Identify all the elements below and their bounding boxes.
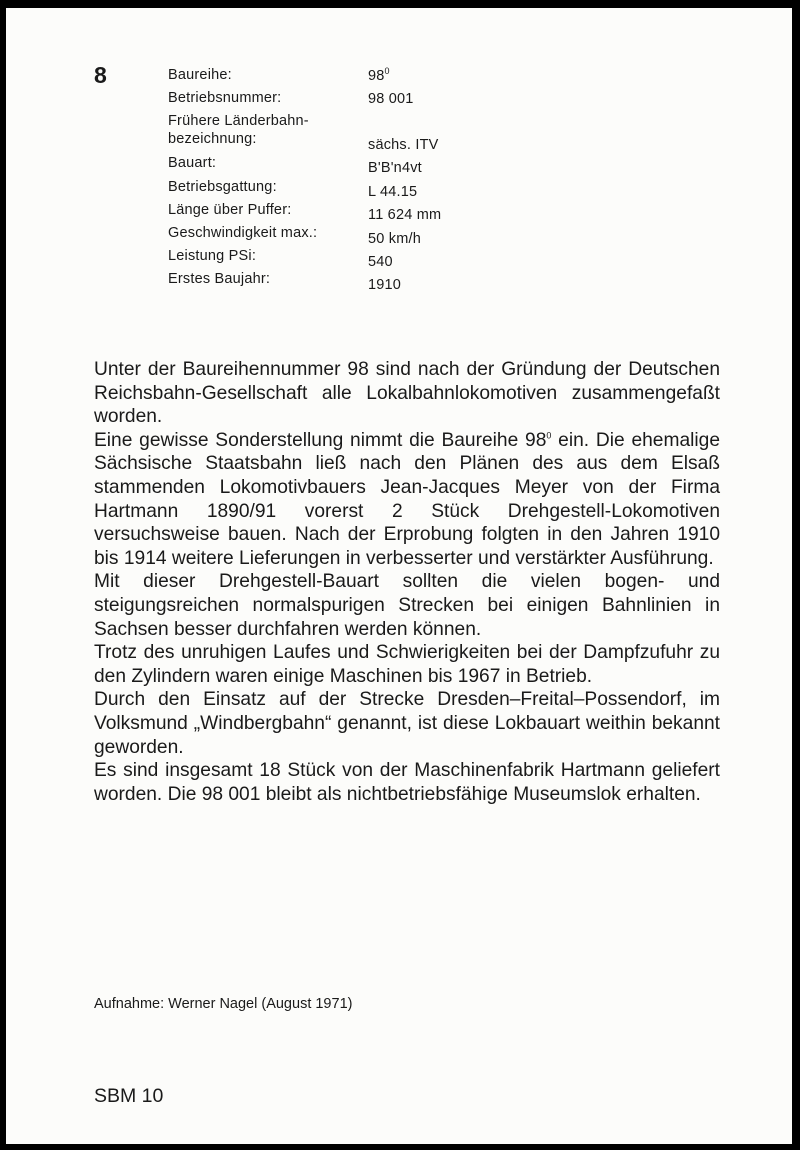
series-code: SBM 10 bbox=[94, 1085, 164, 1107]
photo-credit: Aufnahme: Werner Nagel (August 1971) bbox=[94, 996, 353, 1012]
spec-label: Betriebsnummer: bbox=[168, 90, 282, 106]
card-number: 8 bbox=[94, 62, 107, 88]
spec-label: Bauart: bbox=[168, 155, 217, 171]
spec-value: 1910 bbox=[368, 277, 402, 293]
paragraph: Eine gewisse Sonderstellung nimmt die Baureihe $98^0$ ein. Die ehemalige Sächsische Staatsbahn ließ nach den Plänen des aus dem Elsaß stammenden Lokomotivbauers Jean-Jacques Meyer von der Firma Hartmann 1890/91 vorerst 2 Stück Drehgestell-Lokomotiven versuchsweise bauen. Nach der Erprobung folgten in den Jahren 1910 bis 1914 weitere Lieferungen in verbesserter und verstärkter Ausführung. bbox=[94, 429, 721, 569]
spec-label: Frühere Länderbahn- bbox=[168, 113, 309, 129]
paragraph: Mit dieser Drehgestell-Bauart sollten die vielen bogen- und steigungsreichen normalspurigen Strecken bei einigen Bahnlinien in Sachsen besser durchfahren werden können. bbox=[94, 571, 720, 640]
spec-value: 98 001 bbox=[368, 91, 414, 107]
postcard-back bbox=[6, 8, 792, 1144]
spec-value: L 44.15 bbox=[368, 184, 418, 200]
spec-label: Betriebsgattung: bbox=[168, 179, 277, 195]
spec-value: $98^0$ bbox=[368, 66, 390, 84]
spec-value: sächs. ITV bbox=[368, 137, 439, 153]
spec-value: 540 bbox=[368, 254, 393, 270]
spec-label: Leistung PSi: bbox=[168, 248, 257, 264]
spec-label: Erstes Baujahr: bbox=[168, 271, 271, 287]
spec-value: B'B'n4vt bbox=[368, 160, 422, 176]
paragraph: Durch den Einsatz auf der Strecke Dresden–Freital–Possendorf, im Volksmund „Windbergbahn“ genannt, ist diese Lokbauart weithin bekannt geworden. bbox=[94, 689, 720, 758]
spec-value: 50 km/h bbox=[368, 231, 421, 247]
spec-label: Baureihe: bbox=[168, 67, 232, 83]
spec-value: 11 624 mm bbox=[368, 207, 442, 223]
spec-label: Länge über Puffer: bbox=[168, 202, 292, 218]
paragraph: Unter der Baureihennummer 98 sind nach der Gründung der Deutschen Reichsbahn-Gesellschaft alle Lokalbahnlokomotiven zusammengefaßt worden. bbox=[94, 359, 720, 428]
description-text bbox=[94, 358, 720, 806]
spec-label: Geschwindigkeit max.: bbox=[168, 225, 318, 241]
paragraph: Trotz des unruhigen Laufes und Schwierigkeiten bei der Dampfzufuhr zu den Zylindern waren einige Maschinen bis 1967 in Betrieb. bbox=[94, 642, 720, 687]
paragraph: Es sind insgesamt 18 Stück von der Maschinenfabrik Hartmann geliefert worden. Die 98 001 bleibt als nichtbetriebsfähige Museumslok erhalten. bbox=[94, 760, 720, 805]
spec-label: bezeichnung: bbox=[168, 131, 257, 147]
